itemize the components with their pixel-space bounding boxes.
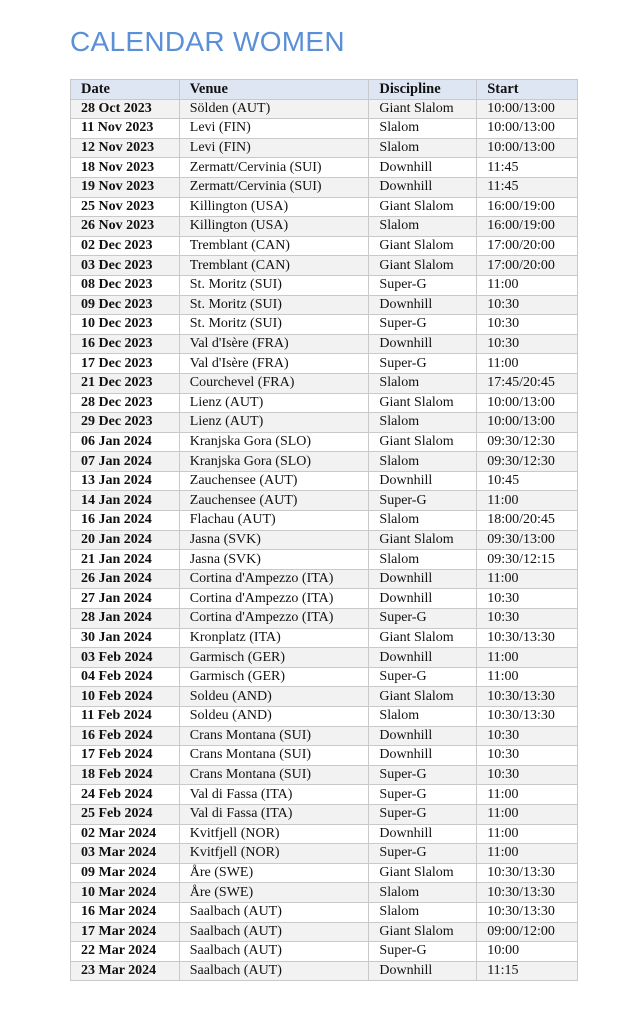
venue-cell: Cortina d'Ampezzo (ITA) — [179, 589, 369, 609]
start-cell: 09:30/13:00 — [477, 530, 578, 550]
venue-cell: Crans Montana (SUI) — [179, 726, 369, 746]
date-cell: 13 Jan 2024 — [71, 471, 180, 491]
venue-cell: Saalbach (AUT) — [179, 922, 369, 942]
column-header-date: Date — [71, 80, 180, 100]
start-cell: 10:30 — [477, 726, 578, 746]
start-cell: 09:30/12:30 — [477, 452, 578, 472]
start-cell: 18:00/20:45 — [477, 511, 578, 531]
table-row — [71, 315, 578, 335]
venue-cell: Flachau (AUT) — [179, 511, 369, 531]
start-cell: 10:30/13:30 — [477, 628, 578, 648]
discipline-cell: Downhill — [369, 824, 477, 844]
table-body — [71, 99, 578, 981]
date-cell: 09 Mar 2024 — [71, 863, 180, 883]
discipline-cell: Super-G — [369, 785, 477, 805]
date-cell: 10 Dec 2023 — [71, 315, 180, 335]
venue-cell: St. Moritz (SUI) — [179, 315, 369, 335]
start-cell: 11:00 — [477, 648, 578, 668]
table-row — [71, 648, 578, 668]
discipline-cell: Slalom — [369, 413, 477, 433]
table-row — [71, 334, 578, 354]
table-row — [71, 373, 578, 393]
venue-cell: Åre (SWE) — [179, 883, 369, 903]
table-row — [71, 393, 578, 413]
table-row — [71, 511, 578, 531]
table-row — [71, 256, 578, 276]
table-row — [71, 589, 578, 609]
table-row — [71, 902, 578, 922]
discipline-cell: Slalom — [369, 511, 477, 531]
date-cell: 29 Dec 2023 — [71, 413, 180, 433]
table-row — [71, 236, 578, 256]
page-title: CALENDAR WOMEN — [70, 26, 345, 57]
start-cell: 11:00 — [477, 824, 578, 844]
start-cell: 10:30 — [477, 334, 578, 354]
discipline-cell: Downhill — [369, 471, 477, 491]
discipline-cell: Super-G — [369, 765, 477, 785]
start-cell: 11:45 — [477, 177, 578, 197]
discipline-cell: Downhill — [369, 746, 477, 766]
date-cell: 22 Mar 2024 — [71, 942, 180, 962]
discipline-cell: Super-G — [369, 844, 477, 864]
venue-cell: Kronplatz (ITA) — [179, 628, 369, 648]
start-cell: 17:00/20:00 — [477, 236, 578, 256]
venue-cell: Lienz (AUT) — [179, 393, 369, 413]
venue-cell: Soldeu (AND) — [179, 707, 369, 727]
date-cell: 16 Dec 2023 — [71, 334, 180, 354]
date-cell: 16 Feb 2024 — [71, 726, 180, 746]
table-row — [71, 119, 578, 139]
date-cell: 02 Dec 2023 — [71, 236, 180, 256]
table-row — [71, 99, 578, 119]
discipline-cell: Downhill — [369, 569, 477, 589]
date-cell: 12 Nov 2023 — [71, 138, 180, 158]
table-header — [71, 80, 578, 100]
start-cell: 10:00/13:00 — [477, 393, 578, 413]
table-row — [71, 550, 578, 570]
table-row — [71, 922, 578, 942]
table-row — [71, 804, 578, 824]
discipline-cell: Super-G — [369, 491, 477, 511]
table-row — [71, 667, 578, 687]
table-row — [71, 824, 578, 844]
table-row — [71, 197, 578, 217]
start-cell: 10:00/13:00 — [477, 99, 578, 119]
venue-cell: Kranjska Gora (SLO) — [179, 432, 369, 452]
discipline-cell: Downhill — [369, 648, 477, 668]
venue-cell: St. Moritz (SUI) — [179, 275, 369, 295]
date-cell: 20 Jan 2024 — [71, 530, 180, 550]
table-row — [71, 432, 578, 452]
date-cell: 21 Jan 2024 — [71, 550, 180, 570]
venue-cell: Kranjska Gora (SLO) — [179, 452, 369, 472]
venue-cell: Saalbach (AUT) — [179, 942, 369, 962]
header-row — [71, 80, 578, 100]
start-cell: 10:30 — [477, 765, 578, 785]
venue-cell: Cortina d'Ampezzo (ITA) — [179, 609, 369, 629]
table-row — [71, 295, 578, 315]
start-cell: 10:30 — [477, 746, 578, 766]
discipline-cell: Slalom — [369, 902, 477, 922]
date-cell: 27 Jan 2024 — [71, 589, 180, 609]
date-cell: 11 Nov 2023 — [71, 119, 180, 139]
table-row — [71, 863, 578, 883]
date-cell: 30 Jan 2024 — [71, 628, 180, 648]
venue-cell: Courchevel (FRA) — [179, 373, 369, 393]
table-row — [71, 961, 578, 981]
discipline-cell: Slalom — [369, 707, 477, 727]
start-cell: 11:00 — [477, 275, 578, 295]
discipline-cell: Giant Slalom — [369, 530, 477, 550]
venue-cell: Garmisch (GER) — [179, 648, 369, 668]
venue-cell: Val d'Isère (FRA) — [179, 354, 369, 374]
start-cell: 10:30 — [477, 589, 578, 609]
start-cell: 16:00/19:00 — [477, 197, 578, 217]
table-row — [71, 628, 578, 648]
start-cell: 10:30/13:30 — [477, 863, 578, 883]
discipline-cell: Giant Slalom — [369, 197, 477, 217]
discipline-cell: Slalom — [369, 452, 477, 472]
date-cell: 17 Mar 2024 — [71, 922, 180, 942]
table-row — [71, 158, 578, 178]
discipline-cell: Giant Slalom — [369, 432, 477, 452]
venue-cell: Saalbach (AUT) — [179, 902, 369, 922]
discipline-cell: Giant Slalom — [369, 863, 477, 883]
date-cell: 26 Nov 2023 — [71, 217, 180, 237]
calendar-table — [70, 79, 578, 981]
discipline-cell: Super-G — [369, 609, 477, 629]
date-cell: 17 Dec 2023 — [71, 354, 180, 374]
venue-cell: Cortina d'Ampezzo (ITA) — [179, 569, 369, 589]
start-cell: 11:00 — [477, 354, 578, 374]
start-cell: 11:45 — [477, 158, 578, 178]
start-cell: 10:00/13:00 — [477, 138, 578, 158]
start-cell: 11:00 — [477, 667, 578, 687]
date-cell: 14 Jan 2024 — [71, 491, 180, 511]
discipline-cell: Super-G — [369, 667, 477, 687]
date-cell: 26 Jan 2024 — [71, 569, 180, 589]
date-cell: 03 Dec 2023 — [71, 256, 180, 276]
column-header-discipline: Discipline — [369, 80, 477, 100]
discipline-cell: Downhill — [369, 961, 477, 981]
venue-cell: Åre (SWE) — [179, 863, 369, 883]
venue-cell: Jasna (SVK) — [179, 530, 369, 550]
discipline-cell: Giant Slalom — [369, 236, 477, 256]
start-cell: 09:30/12:30 — [477, 432, 578, 452]
venue-cell: Zauchensee (AUT) — [179, 491, 369, 511]
date-cell: 25 Nov 2023 — [71, 197, 180, 217]
start-cell: 17:00/20:00 — [477, 256, 578, 276]
venue-cell: Levi (FIN) — [179, 119, 369, 139]
discipline-cell: Giant Slalom — [369, 393, 477, 413]
venue-cell: Soldeu (AND) — [179, 687, 369, 707]
venue-cell: Kvitfjell (NOR) — [179, 824, 369, 844]
venue-cell: Jasna (SVK) — [179, 550, 369, 570]
date-cell: 16 Mar 2024 — [71, 902, 180, 922]
venue-cell: Tremblant (CAN) — [179, 236, 369, 256]
table-row — [71, 883, 578, 903]
table-row — [71, 726, 578, 746]
discipline-cell: Downhill — [369, 726, 477, 746]
date-cell: 28 Oct 2023 — [71, 99, 180, 119]
discipline-cell: Downhill — [369, 589, 477, 609]
date-cell: 11 Feb 2024 — [71, 707, 180, 727]
venue-cell: Saalbach (AUT) — [179, 961, 369, 981]
start-cell: 10:30/13:30 — [477, 687, 578, 707]
table-row — [71, 471, 578, 491]
table-row — [71, 413, 578, 433]
table-row — [71, 942, 578, 962]
table-row — [71, 569, 578, 589]
table-row — [71, 452, 578, 472]
venue-cell: Zauchensee (AUT) — [179, 471, 369, 491]
venue-cell: Kvitfjell (NOR) — [179, 844, 369, 864]
date-cell: 16 Jan 2024 — [71, 511, 180, 531]
discipline-cell: Super-G — [369, 804, 477, 824]
start-cell: 17:45/20:45 — [477, 373, 578, 393]
discipline-cell: Super-G — [369, 275, 477, 295]
start-cell: 10:45 — [477, 471, 578, 491]
venue-cell: Crans Montana (SUI) — [179, 746, 369, 766]
table-row — [71, 530, 578, 550]
date-cell: 03 Feb 2024 — [71, 648, 180, 668]
venue-cell: St. Moritz (SUI) — [179, 295, 369, 315]
discipline-cell: Giant Slalom — [369, 99, 477, 119]
table-row — [71, 687, 578, 707]
table-row — [71, 785, 578, 805]
date-cell: 21 Dec 2023 — [71, 373, 180, 393]
date-cell: 18 Nov 2023 — [71, 158, 180, 178]
discipline-cell: Giant Slalom — [369, 628, 477, 648]
venue-cell: Val d'Isère (FRA) — [179, 334, 369, 354]
date-cell: 10 Feb 2024 — [71, 687, 180, 707]
venue-cell: Tremblant (CAN) — [179, 256, 369, 276]
venue-cell: Levi (FIN) — [179, 138, 369, 158]
venue-cell: Killington (USA) — [179, 217, 369, 237]
discipline-cell: Downhill — [369, 158, 477, 178]
start-cell: 10:30/13:30 — [477, 902, 578, 922]
discipline-cell: Downhill — [369, 177, 477, 197]
start-cell: 10:30/13:30 — [477, 883, 578, 903]
start-cell: 10:30 — [477, 315, 578, 335]
discipline-cell: Downhill — [369, 334, 477, 354]
table-row — [71, 491, 578, 511]
discipline-cell: Super-G — [369, 315, 477, 335]
date-cell: 09 Dec 2023 — [71, 295, 180, 315]
table-row — [71, 765, 578, 785]
start-cell: 11:00 — [477, 491, 578, 511]
date-cell: 25 Feb 2024 — [71, 804, 180, 824]
start-cell: 10:30/13:30 — [477, 707, 578, 727]
discipline-cell: Giant Slalom — [369, 256, 477, 276]
start-cell: 11:15 — [477, 961, 578, 981]
table-row — [71, 177, 578, 197]
start-cell: 10:00 — [477, 942, 578, 962]
date-cell: 03 Mar 2024 — [71, 844, 180, 864]
start-cell: 09:30/12:15 — [477, 550, 578, 570]
date-cell: 10 Mar 2024 — [71, 883, 180, 903]
start-cell: 09:00/12:00 — [477, 922, 578, 942]
discipline-cell: Slalom — [369, 373, 477, 393]
table-row — [71, 217, 578, 237]
date-cell: 28 Jan 2024 — [71, 609, 180, 629]
date-cell: 17 Feb 2024 — [71, 746, 180, 766]
venue-cell: Killington (USA) — [179, 197, 369, 217]
discipline-cell: Slalom — [369, 119, 477, 139]
discipline-cell: Super-G — [369, 942, 477, 962]
start-cell: 11:00 — [477, 804, 578, 824]
discipline-cell: Slalom — [369, 217, 477, 237]
table-row — [71, 354, 578, 374]
discipline-cell: Super-G — [369, 354, 477, 374]
date-cell: 28 Dec 2023 — [71, 393, 180, 413]
start-cell: 10:30 — [477, 609, 578, 629]
column-header-venue: Venue — [179, 80, 369, 100]
date-cell: 23 Mar 2024 — [71, 961, 180, 981]
discipline-cell: Slalom — [369, 883, 477, 903]
start-cell: 10:00/13:00 — [477, 119, 578, 139]
discipline-cell: Slalom — [369, 550, 477, 570]
discipline-cell: Slalom — [369, 138, 477, 158]
start-cell: 11:00 — [477, 785, 578, 805]
date-cell: 07 Jan 2024 — [71, 452, 180, 472]
table-row — [71, 707, 578, 727]
venue-cell: Val di Fassa (ITA) — [179, 804, 369, 824]
venue-cell: Sölden (AUT) — [179, 99, 369, 119]
date-cell: 08 Dec 2023 — [71, 275, 180, 295]
date-cell: 18 Feb 2024 — [71, 765, 180, 785]
table-row — [71, 609, 578, 629]
column-header-start: Start — [477, 80, 578, 100]
date-cell: 04 Feb 2024 — [71, 667, 180, 687]
start-cell: 10:00/13:00 — [477, 413, 578, 433]
date-cell: 02 Mar 2024 — [71, 824, 180, 844]
venue-cell: Val di Fassa (ITA) — [179, 785, 369, 805]
table-row — [71, 275, 578, 295]
date-cell: 06 Jan 2024 — [71, 432, 180, 452]
discipline-cell: Giant Slalom — [369, 687, 477, 707]
date-cell: 19 Nov 2023 — [71, 177, 180, 197]
table-row — [71, 138, 578, 158]
table-row — [71, 844, 578, 864]
table-row — [71, 746, 578, 766]
venue-cell: Zermatt/Cervinia (SUI) — [179, 158, 369, 178]
venue-cell: Lienz (AUT) — [179, 413, 369, 433]
start-cell: 16:00/19:00 — [477, 217, 578, 237]
venue-cell: Garmisch (GER) — [179, 667, 369, 687]
venue-cell: Crans Montana (SUI) — [179, 765, 369, 785]
start-cell: 10:30 — [477, 295, 578, 315]
start-cell: 11:00 — [477, 844, 578, 864]
discipline-cell: Giant Slalom — [369, 922, 477, 942]
start-cell: 11:00 — [477, 569, 578, 589]
venue-cell: Zermatt/Cervinia (SUI) — [179, 177, 369, 197]
discipline-cell: Downhill — [369, 295, 477, 315]
date-cell: 24 Feb 2024 — [71, 785, 180, 805]
